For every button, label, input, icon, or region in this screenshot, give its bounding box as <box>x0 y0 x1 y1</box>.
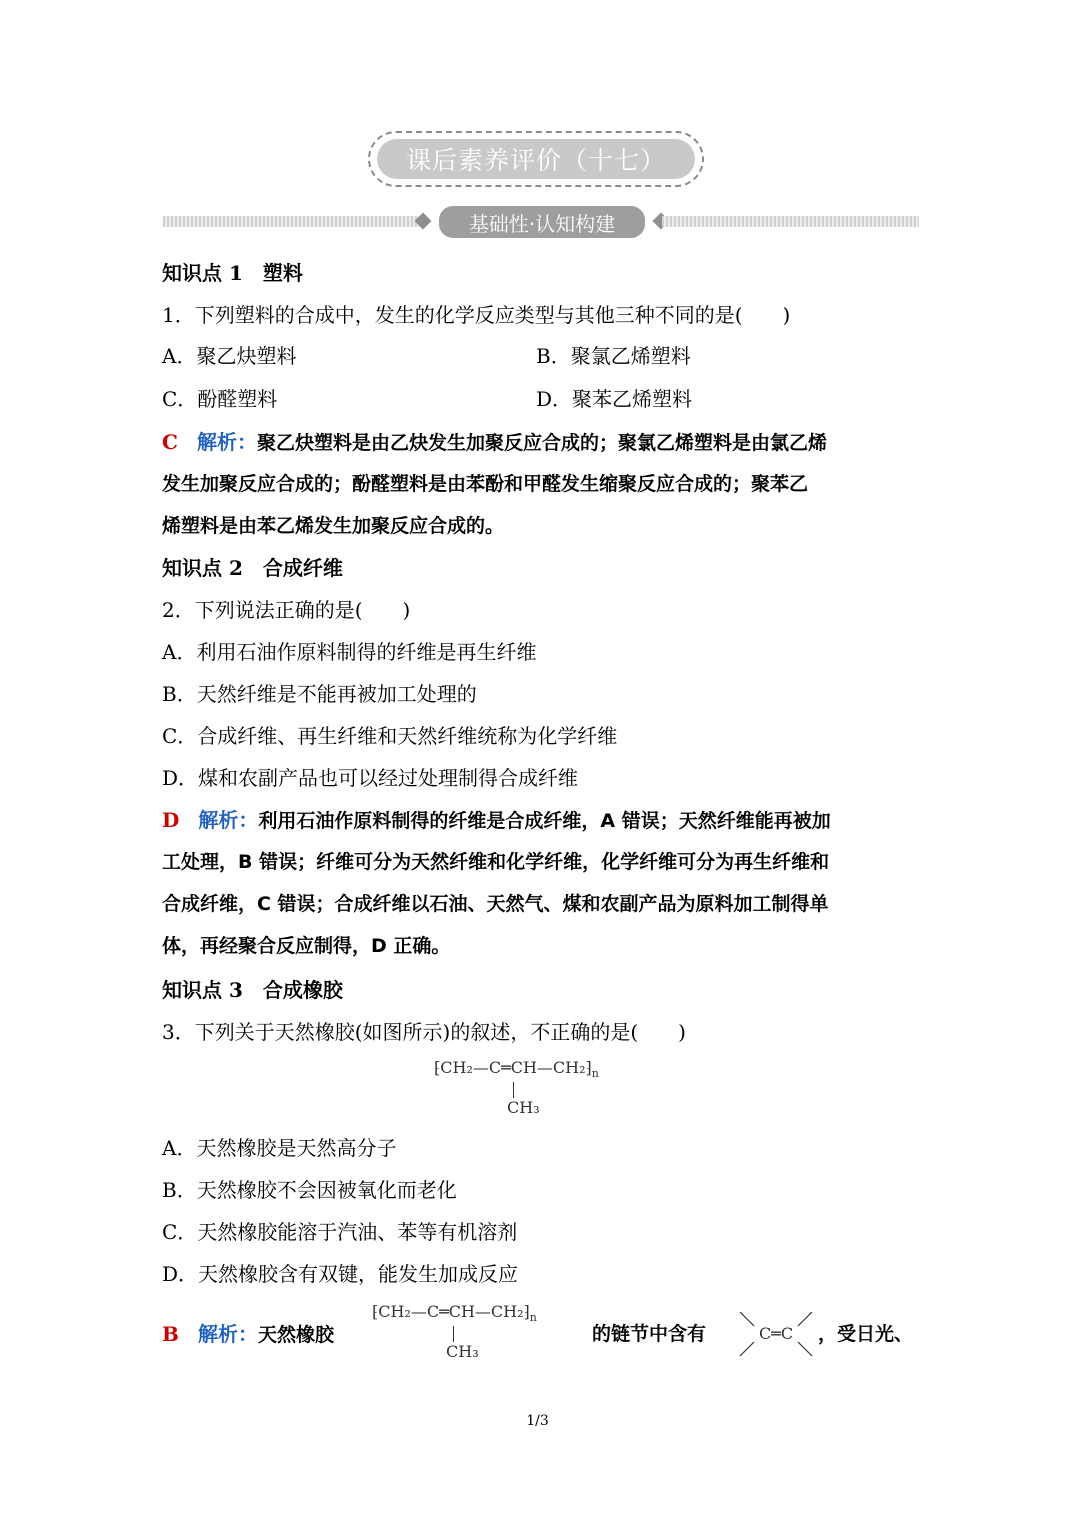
question-1-option-d: D．聚苯乙烯塑料 <box>536 387 693 411</box>
question-3-analysis-mid: 的链节中含有 <box>592 1323 707 1345</box>
question-2-option-d: D．煤和农副产品也可以经过处理制得合成纤维 <box>162 766 579 790</box>
band-line-left <box>163 216 423 227</box>
question-1-option-c: C．酚醛塑料 <box>162 387 278 411</box>
analysis-formula-branch-methyl: CH₃ <box>446 1342 479 1361</box>
question-2-analysis-line-1 <box>162 806 831 835</box>
formula-bracket-right: ⁆ <box>585 1058 592 1077</box>
knowledge-point-3-heading: 知识点 3 合成橡胶 <box>162 978 343 1002</box>
question-2-answer: D <box>162 808 180 832</box>
question-1-analysis-line-1 <box>162 428 827 457</box>
question-1-answer: C <box>162 430 178 454</box>
question-3-option-d: D．天然橡胶含有双键，能发生加成反应 <box>162 1262 519 1286</box>
question-2-analysis-line-3: 合成纤维，C 错误；合成纤维以石油、天然气、煤和农副产品为原料加工制得单 <box>162 893 829 915</box>
natural-rubber-formula <box>434 1058 599 1080</box>
question-3-analysis-label: 解析： <box>197 1322 258 1346</box>
double-bond-structure <box>738 1310 814 1358</box>
knowledge-point-1-heading: 知识点 1 塑料 <box>162 261 303 285</box>
question-2-analysis-line-4: 体，再经聚合反应制得，D 正确。 <box>162 935 451 957</box>
question-3-analysis-post: ，受日光、 <box>818 1323 914 1345</box>
question-1-stem: 1．下列塑料的合成中，发生的化学反应类型与其他三种不同的是( ) <box>162 303 791 327</box>
page-number: 1/3 <box>526 1413 549 1429</box>
question-2-option-a: A．利用石油作原料制得的纤维是再生纤维 <box>162 640 537 664</box>
band-line-right <box>662 216 919 227</box>
analysis-formula-branch-bond <box>453 1326 454 1342</box>
analysis-formula-subscript-n: n <box>529 1311 537 1325</box>
question-1-option-a: A．聚乙炔塑料 <box>162 344 297 368</box>
question-1-option-b: B．聚氯乙烯塑料 <box>536 344 691 368</box>
question-2-analysis-label: 解析： <box>198 808 259 832</box>
question-2-option-b: B．天然纤维是不能再被加工处理的 <box>162 682 477 706</box>
question-3-analysis-pre: 天然橡胶 <box>257 1324 334 1346</box>
question-2-analysis-text: 利用石油作原料制得的纤维是合成纤维，A 错误；天然纤维能再被加 <box>258 810 831 832</box>
formula-subscript-n: n <box>591 1067 599 1081</box>
question-1-analysis-line-2: 发生加聚反应合成的；酚醛塑料是由苯酚和甲醛发生缩聚反应合成的；聚苯乙 <box>162 473 809 495</box>
title-frame <box>368 131 704 187</box>
double-bond-text: C═C <box>758 1324 794 1343</box>
formula-bracket-left: ⁅ <box>434 1058 441 1077</box>
question-3-stem: 3．下列关于天然橡胶(如图所示)的叙述，不正确的是( ) <box>162 1020 686 1044</box>
page-title: 课后素养评价（十七） <box>377 139 695 179</box>
formula-branch-methyl: CH₃ <box>507 1098 540 1117</box>
analysis-formula-bracket-right: ⁆ <box>523 1302 530 1321</box>
question-1-analysis-line-3: 烯塑料是由苯乙烯发生加聚反应合成的。 <box>162 515 505 537</box>
analysis-formula-bracket-left: ⁅ <box>372 1302 379 1321</box>
question-1-analysis-label: 解析： <box>197 430 257 454</box>
question-3-analysis-line-1 <box>162 1320 334 1349</box>
analysis-rubber-formula <box>372 1302 537 1324</box>
question-3-answer: B <box>162 1322 179 1346</box>
question-1-analysis-text: 聚乙炔塑料是由乙炔发生加聚反应合成的；聚氯乙烯塑料是由氯乙烯 <box>257 432 828 454</box>
section-band-label: 基础性·认知构建 <box>439 206 645 238</box>
formula-branch-bond <box>513 1082 514 1098</box>
knowledge-point-2-heading: 知识点 2 合成纤维 <box>162 556 343 580</box>
question-2-analysis-line-2: 工处理，B 错误；纤维可分为天然纤维和化学纤维，化学纤维可分为再生纤维和 <box>162 851 830 873</box>
analysis-formula-chain: CH₂—C═CH—CH₂ <box>378 1302 524 1321</box>
question-3-option-c: C．天然橡胶能溶于汽油、苯等有机溶剂 <box>162 1220 518 1244</box>
question-3-option-a: A．天然橡胶是天然高分子 <box>162 1136 397 1160</box>
formula-chain: CH₂—C═CH—CH₂ <box>440 1058 586 1077</box>
question-2-option-c: C．合成纤维、再生纤维和天然纤维统称为化学纤维 <box>162 724 618 748</box>
question-3-option-b: B．天然橡胶不会因被氧化而老化 <box>162 1178 457 1202</box>
question-2-stem: 2．下列说法正确的是( ) <box>162 598 411 622</box>
